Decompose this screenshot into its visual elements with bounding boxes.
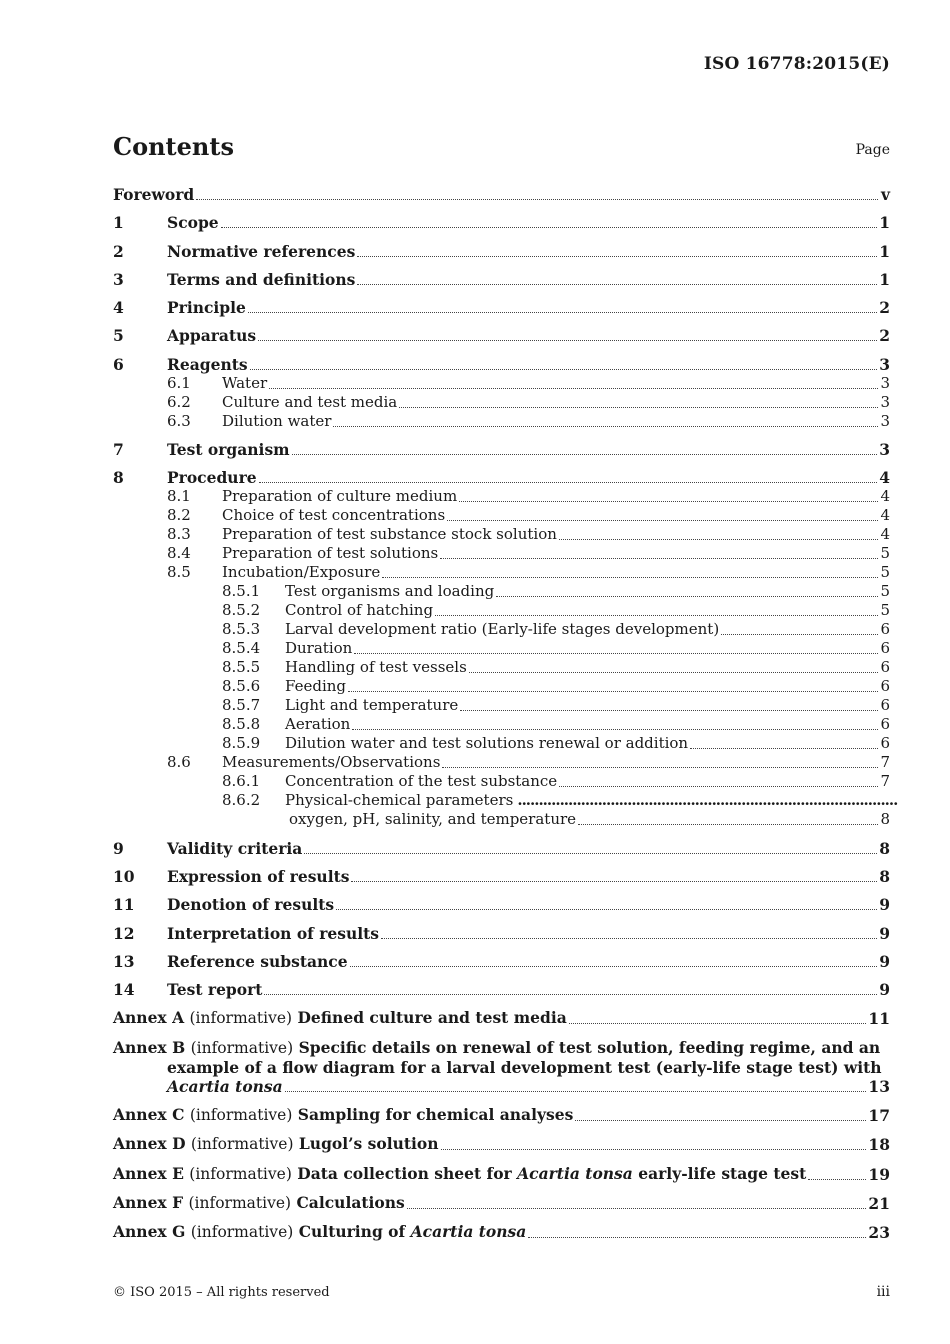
toc-title: Control of hatching: [285, 601, 434, 620]
toc-title: Foreword: [113, 185, 195, 204]
toc-title: Test organisms and loading: [285, 582, 495, 601]
toc-page: 4: [880, 506, 890, 525]
toc-annex-b-line3[interactable]: [113, 1077, 890, 1096]
annex-label: Annex D: [113, 1134, 186, 1154]
annex-title-line3: Acartia tonsa: [167, 1076, 283, 1096]
annex-title-pre: Culturing of: [298, 1222, 406, 1242]
toc-title: Choice of test concentrations: [222, 506, 446, 525]
dot-leader: [808, 1178, 866, 1180]
annex-heading: [113, 1134, 439, 1154]
toc-number: 11: [113, 895, 135, 915]
dot-leader: [399, 406, 878, 408]
toc-title: Procedure: [167, 468, 257, 488]
toc-entry-8-5-8[interactable]: [113, 715, 890, 734]
toc-entry-8-5-7[interactable]: [113, 696, 890, 715]
toc-entry-8[interactable]: [113, 468, 890, 487]
toc-entry-6-3[interactable]: [113, 412, 890, 431]
annex-label: Annex C: [113, 1105, 185, 1125]
annex-title-italic: Acartia tonsa: [517, 1163, 633, 1183]
toc-number: 8.1: [167, 487, 191, 506]
document-id: ISO 16778:2015(E): [703, 54, 890, 74]
toc-entry-5[interactable]: [113, 326, 890, 345]
toc-title: Reagents: [167, 354, 248, 374]
annex-heading: [113, 1193, 405, 1213]
annex-label: Annex G: [113, 1222, 186, 1242]
toc-number: 8.5.4: [222, 639, 261, 658]
toc-page: 9: [879, 923, 890, 943]
toc-number: 8.5.1: [222, 582, 261, 601]
toc-page: 3: [879, 440, 890, 460]
toc-entry-14[interactable]: [113, 980, 890, 999]
toc-page: 8: [879, 866, 890, 886]
dot-leader: [469, 671, 878, 673]
dot-leader: [292, 453, 878, 455]
toc-title: Incubation/Exposure: [222, 563, 381, 582]
toc-number: 8.5.8: [222, 715, 261, 734]
dot-leader: [459, 500, 878, 502]
dot-leader: [269, 387, 878, 389]
toc-number: 13: [113, 951, 135, 971]
toc-title: Test organism: [167, 440, 290, 460]
toc-title: Larval development ratio (Early-life stages development): [285, 620, 720, 639]
annex-title-line1: Specific details on renewal of test solution, feeding regime, and an: [298, 1037, 881, 1057]
toc-annex-d[interactable]: [113, 1134, 890, 1154]
toc-entry-8-5[interactable]: [113, 563, 890, 582]
toc-page: 4: [880, 525, 890, 544]
toc-page: 6: [880, 620, 890, 639]
dot-leader: [460, 709, 878, 711]
toc-page: 6: [880, 696, 890, 715]
toc-entry-8-5-3[interactable]: [113, 620, 890, 639]
toc-page: 9: [879, 980, 890, 1000]
toc-title: Physical-chemical parameters: [285, 791, 514, 810]
toc-number: 6.2: [167, 392, 191, 411]
toc-number: 8.6: [167, 753, 191, 772]
dot-leader: [354, 652, 878, 654]
toc-page: 9: [879, 951, 890, 971]
toc-title: Reference substance: [167, 951, 348, 971]
toc-entry-3[interactable]: [113, 270, 890, 289]
dot-leader: [250, 368, 878, 370]
dot-leader: [447, 519, 878, 521]
toc-entry-13[interactable]: [113, 952, 890, 971]
annex-title: Lugol’s solution: [298, 1134, 439, 1154]
toc-page: 19: [868, 1164, 890, 1184]
toc-number: 8.5.6: [222, 677, 261, 696]
toc-title: Culture and test media: [222, 392, 398, 411]
toc-page: 3: [879, 354, 890, 374]
dot-leader: [569, 1022, 867, 1024]
toc-title: Aeration: [285, 715, 351, 734]
toc-title: Preparation of test substance stock solution: [222, 525, 557, 544]
annex-title-pre: Data collection sheet for: [297, 1163, 512, 1183]
dot-leader: [382, 576, 878, 578]
annex-title: Sampling for chemical analyses: [297, 1105, 574, 1125]
toc-title: Dilution water: [222, 411, 332, 430]
toc-page: 3: [880, 411, 890, 430]
page-column-label: Page: [855, 142, 890, 158]
toc-title: Principle: [167, 298, 246, 318]
footer-copyright: © ISO 2015 – All rights reserved: [113, 1285, 330, 1300]
toc-page: 4: [880, 487, 890, 506]
toc-page: v: [880, 185, 890, 204]
toc-entry-9[interactable]: [113, 839, 890, 858]
toc-title: Apparatus: [167, 326, 257, 346]
toc-page: 5: [880, 601, 890, 620]
annex-type: (informative): [189, 1164, 292, 1183]
toc-page: 2: [879, 298, 890, 318]
toc-number: 9: [113, 838, 124, 858]
toc-number: 10: [113, 866, 135, 886]
dot-leader: [350, 965, 878, 967]
toc-title: Concentration of the test substance: [285, 772, 558, 791]
toc-title: Preparation of culture medium: [222, 487, 458, 506]
annex-type: (informative): [190, 1223, 294, 1242]
toc-number: 5: [113, 326, 124, 346]
annex-type: (informative): [189, 1106, 293, 1125]
toc-title: Handling of test vessels: [285, 658, 467, 677]
toc-page: 3: [880, 373, 890, 392]
toc-page: 23: [868, 1223, 890, 1243]
toc-page: 1: [879, 269, 890, 289]
dot-leader: [221, 226, 878, 228]
dot-leader: [248, 311, 877, 313]
toc-entry-6-2[interactable]: [113, 393, 890, 412]
toc-entry-8-5-4[interactable]: [113, 639, 890, 658]
toc-title: Duration: [285, 639, 353, 658]
toc-number: 8.5.9: [222, 734, 261, 753]
annex-label: Annex F: [113, 1192, 184, 1212]
dot-leader: [381, 937, 877, 939]
annex-heading: [113, 1222, 526, 1242]
bold-dot-leader: ..........................................................................................: [517, 791, 898, 810]
toc-number: 1: [113, 213, 124, 233]
toc-title: Expression of results: [167, 866, 350, 886]
toc-page: 1: [879, 213, 890, 233]
toc-annex-b-line2[interactable]: [113, 1058, 890, 1077]
toc-entry-8-4[interactable]: [113, 544, 890, 563]
toc-entry-8-5-1[interactable]: [113, 582, 890, 601]
toc-page: 13: [868, 1076, 890, 1096]
annex-heading: [113, 1105, 573, 1125]
table-of-contents: [113, 185, 898, 1243]
toc-title: Normative references: [167, 241, 356, 261]
toc-title: Interpretation of results: [167, 923, 380, 943]
toc-annex-b[interactable]: [113, 1038, 890, 1058]
toc-page: 6: [880, 734, 890, 753]
annex-title-post: early-life stage test: [638, 1163, 807, 1183]
toc-page: 1: [879, 241, 890, 261]
toc-page: 8: [879, 838, 890, 858]
toc-page: 6: [880, 658, 890, 677]
dot-leader: [407, 1207, 867, 1209]
annex-heading: [113, 1008, 567, 1028]
annex-label: Annex B: [113, 1037, 186, 1057]
toc-title: Dilution water and test solutions renewal or addition: [285, 734, 689, 753]
toc-page: 7: [880, 772, 890, 791]
toc-entry-6-1[interactable]: [113, 374, 890, 393]
dot-leader: [196, 198, 878, 200]
dot-leader: [575, 1119, 866, 1121]
toc-entry-11[interactable]: [113, 895, 890, 914]
annex-type: (informative): [188, 1193, 292, 1212]
toc-number: 6.1: [167, 373, 191, 392]
toc-number: 4: [113, 298, 124, 318]
toc-page: 5: [880, 563, 890, 582]
toc-annex-a[interactable]: [113, 1008, 890, 1028]
toc-page: 6: [880, 715, 890, 734]
annex-title-line2: example of a flow diagram for a larval development test (early-life stage test) with: [167, 1057, 882, 1077]
toc-title: Validity criteria: [167, 838, 303, 858]
toc-entry-8-5-6[interactable]: [113, 677, 890, 696]
toc-number: 6.3: [167, 411, 191, 430]
toc-entry-8-5-2[interactable]: [113, 601, 890, 620]
dot-leader: [578, 823, 878, 825]
annex-label: Annex E: [113, 1163, 184, 1183]
toc-entry-8-5-9[interactable]: [113, 734, 890, 753]
toc-page: 11: [868, 1009, 890, 1029]
dot-leader: [348, 690, 878, 692]
annex-type: (informative): [190, 1038, 294, 1057]
dot-leader: [259, 481, 878, 483]
toc-title: Terms and definitions: [167, 269, 356, 289]
annex-label: Annex A: [113, 1008, 185, 1028]
toc-title: Feeding: [285, 677, 347, 696]
toc-page: 6: [880, 677, 890, 696]
toc-title: Water: [222, 373, 268, 392]
toc-number: 8.5.3: [222, 620, 261, 639]
toc-number: 14: [113, 980, 135, 1000]
toc-entry-10[interactable]: [113, 867, 890, 886]
toc-title: Preparation of test solutions: [222, 544, 439, 563]
toc-title-continued: oxygen, pH, salinity, and temperature: [289, 810, 577, 829]
dot-leader: [441, 1148, 867, 1150]
toc-entry-12[interactable]: [113, 924, 890, 943]
annex-type: (informative): [189, 1009, 293, 1028]
toc-number: 6: [113, 354, 124, 374]
annex-heading: [113, 1038, 880, 1058]
toc-number: 8.4: [167, 544, 191, 563]
toc-number: 8.5.5: [222, 658, 261, 677]
dot-leader: [285, 1090, 867, 1092]
toc-entry-1[interactable]: [113, 213, 890, 232]
toc-page: 18: [868, 1135, 890, 1155]
toc-entry-7[interactable]: [113, 440, 890, 459]
dot-leader: [559, 785, 878, 787]
dot-leader: [336, 908, 877, 910]
toc-page: 21: [868, 1193, 890, 1213]
toc-entry-2[interactable]: [113, 242, 890, 261]
toc-entry-8-6-2-continued[interactable]: [113, 810, 890, 829]
contents-heading: Contents: [113, 132, 234, 161]
toc-number: 12: [113, 923, 135, 943]
dot-leader: [440, 557, 878, 559]
dot-leader: [721, 633, 878, 635]
toc-number: 8.5.2: [222, 601, 261, 620]
dot-leader: [442, 766, 878, 768]
toc-number: 8.5: [167, 563, 191, 582]
toc-page: 5: [880, 582, 890, 601]
dot-leader: [352, 728, 878, 730]
dot-leader: [357, 283, 877, 285]
toc-title: Scope: [167, 213, 219, 233]
toc-number: 8: [113, 468, 124, 488]
dot-leader: [357, 255, 877, 257]
toc-entry-8-3[interactable]: [113, 525, 890, 544]
toc-entry-8-6-2[interactable]: [113, 791, 898, 810]
toc-page: 17: [868, 1106, 890, 1126]
annex-title-italic: Acartia tonsa: [410, 1222, 527, 1242]
toc-page: 6: [880, 639, 890, 658]
dot-leader: [528, 1236, 866, 1238]
toc-entry-8-2[interactable]: [113, 506, 890, 525]
toc-number: 8.2: [167, 506, 191, 525]
toc-annex-g[interactable]: [113, 1222, 890, 1242]
dot-leader: [304, 852, 877, 854]
toc-number: 7: [113, 440, 124, 460]
toc-annex-c[interactable]: [113, 1105, 890, 1125]
dot-leader: [496, 595, 878, 597]
toc-entry-foreword[interactable]: [113, 185, 890, 204]
toc-title: Denotion of results: [167, 895, 335, 915]
toc-entry-8-1[interactable]: [113, 487, 890, 506]
dot-leader: [258, 339, 877, 341]
toc-page: 4: [879, 468, 890, 488]
toc-page: 7: [880, 753, 890, 772]
toc-page: 9: [879, 895, 890, 915]
toc-entry-8-6-1[interactable]: [113, 772, 890, 791]
toc-annex-f[interactable]: [113, 1193, 890, 1213]
dot-leader: [264, 993, 877, 995]
toc-number: 8.6.1: [222, 772, 261, 791]
toc-entry-4[interactable]: [113, 298, 890, 317]
toc-entry-8-6[interactable]: [113, 753, 890, 772]
toc-number: 8.6.2: [222, 791, 261, 810]
footer-page-number: iii: [876, 1284, 890, 1300]
annex-type: (informative): [190, 1135, 294, 1154]
toc-annex-e[interactable]: [113, 1164, 890, 1184]
dot-leader: [559, 538, 878, 540]
toc-page: 2: [879, 326, 890, 346]
toc-title: Light and temperature: [285, 696, 459, 715]
dot-leader: [435, 614, 878, 616]
annex-title: Defined culture and test media: [297, 1008, 567, 1028]
annex-heading: [113, 1164, 806, 1184]
toc-number: 2: [113, 241, 124, 261]
dot-leader: [333, 425, 878, 427]
annex-title: Calculations: [296, 1192, 405, 1212]
toc-number: 8.5.7: [222, 696, 261, 715]
toc-title: Measurements/Observations: [222, 753, 441, 772]
toc-number: 8.3: [167, 525, 191, 544]
toc-entry-8-5-5[interactable]: [113, 658, 890, 677]
toc-page: 5: [880, 544, 890, 563]
toc-title: Test report: [167, 980, 263, 1000]
dot-leader: [351, 880, 877, 882]
toc-page: 3: [880, 392, 890, 411]
dot-leader: [690, 747, 878, 749]
toc-entry-6[interactable]: [113, 355, 890, 374]
toc-page: 8: [880, 810, 890, 829]
toc-number: 3: [113, 269, 124, 289]
